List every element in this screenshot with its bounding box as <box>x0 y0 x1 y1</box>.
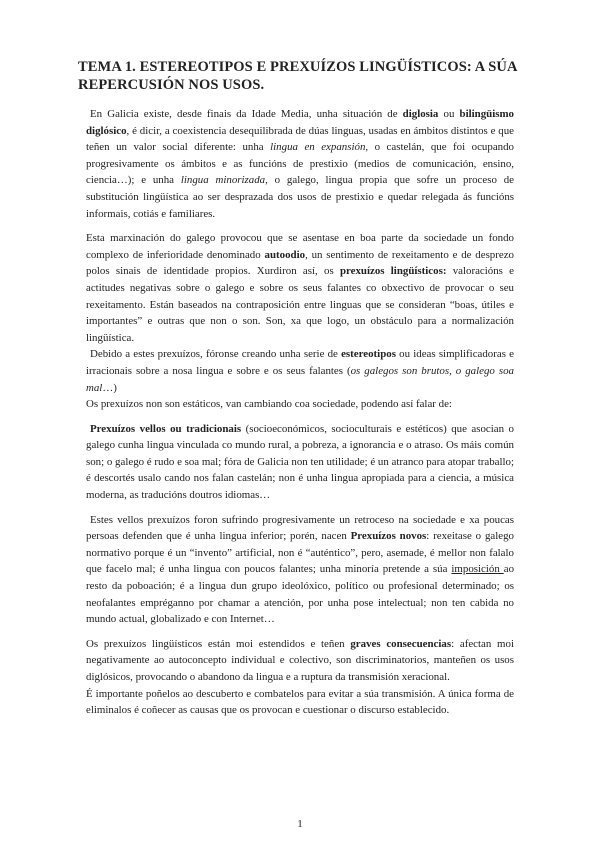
document-title: TEMA 1. ESTEREOTIPOS E PREXUÍZOS LINGÜÍSTICOS: A SÚA REPERCUSIÓN NOS USOS. <box>78 59 517 93</box>
paragraph-prexuizos-novos <box>86 512 514 628</box>
paragraph-conclusion: É importante poñelos ao descuberto e combatelos para evitar a súa transmisión. A única forma de eliminalos é coñecer as causas que os provocan e cuestionar o discurso establecido. <box>86 687 514 717</box>
term-diglosia: diglosia <box>402 108 439 120</box>
page-number: 1 <box>297 818 303 830</box>
text-span: Debido a estes prexuízos, fóronse creando unha serie de <box>90 348 342 361</box>
text-span: o castelán, que foi ocupando progresivamente os ámbitos e as funcións de prestixio (medios de comunicación, ensino, ciencia…); e unha <box>86 141 514 187</box>
term-estereotipos: estereotipos <box>341 348 396 361</box>
term-graves-consecuencias: graves consecuencias <box>350 637 452 650</box>
paragraph-diglosia <box>86 106 514 222</box>
example-estereotipos: os galegos son brutos, o galego soa mal <box>86 364 514 394</box>
text-span: Esta marxinación do galego provocou que se asentase en boa parte da sociedade un fondo complexo de inferioridade denominado <box>86 232 514 261</box>
text-span: Estes vellos prexuízos foron sufrindo progresivamente un retroceso na sociedade e xa poucas persoas defenden que é unha lingua inferior; porén, nacen <box>86 513 514 543</box>
term-imposicion: imposición <box>451 563 504 576</box>
paragraph-prexuizos-vellos <box>86 421 514 504</box>
paragraph-estereotipos <box>86 346 514 396</box>
text-span: , o galego, lingua propia que sofre un proceso de substitución lingüística ao ser desprazada dos usos de prestixio e quedar relegada ás funcións informais, cotiás e familiares. <box>86 174 514 220</box>
term-prexuizos-novos: Prexuízos novos <box>350 530 427 543</box>
term-autoodio: autoodio <box>264 248 306 261</box>
document-body <box>86 106 514 719</box>
term-prexuizos-vellos: Prexuízos vellos ou tradicionais <box>90 422 242 435</box>
text-span: (socioeconómicos, socioculturais e estéticos) que asocian o galego cunha lingua vinculada co mundo rural, a pobreza, a ignorancia e o atraso. Os máis común son; o galego é rudo e soa mal; fóra de Galicia non ten utilidade; é un atranco para atopar traballo; é descortés usalo cando nos falan castelán; non é unha lingua apropiada para a ciencia, a música moderna, as traducións doutros idiomas… <box>86 422 514 502</box>
text-span: valoracións e actitudes negativas sobre o galego e sobre os seus falantes co obxectivo de provocar o seu rexeitamento. Están baseados na contraposición entre linguas que se consideran “boas, útiles e importantes” e outras que non o son. Son, xa que logo, un obstáculo para a normalización lingüística. <box>86 265 515 344</box>
text-span: ou <box>438 108 460 120</box>
text-span: , un sentimento de rexeitamento e de desprezo polos sinais de identidade propios. Xurdiron así, os <box>86 248 514 278</box>
term-bilinguismo-diglosico: bilingüismo diglósico <box>86 108 514 137</box>
paragraph-autoodio <box>86 230 514 346</box>
text-span: : rexeitase o galego normativo porque é un “invento” artificial, non é “auténtico”, pero, asemade, é mellor non falalo que facelo mal; é unha lingua con poucos falantes; unha minoría pretende a súa <box>86 530 514 576</box>
paragraph-consecuencias <box>86 636 514 686</box>
term-lingua-minorizada: lingua minorizada <box>180 174 266 187</box>
text-span: ou ideas simplificadoras e irracionais sobre a nosa lingua e sobre e os seus falantes ( <box>86 348 514 377</box>
text-span: Os prexuízos lingüísticos están moi estendidos e teñen <box>86 637 351 650</box>
text-span: En Galicia existe, desde finais da Idade Media, unha situación de <box>90 108 403 120</box>
text-span: : afectan moi negativamente ao autoconcepto individual e colectivo, son discriminatorios, manteñen os usos diglósicos, provocando o abandono da lingua e a ruptura da transmisión xeracional. <box>86 637 514 683</box>
term-prexuizos-linguisticos: prexuízos lingüísticos: <box>339 265 447 278</box>
text-span: …) <box>102 381 117 394</box>
text-span: ao resto da poboación; é a lingua dun grupo ideolóxico, político ou profesional determinado; os neofalantes empréganno por chamar a atención, por unha pose intelectual; non ten cabida no mundo actual, globalizado e con Internet… <box>86 563 515 626</box>
paragraph-prexuizos-cambiantes: Os prexuízos non son estáticos, van cambiando coa sociedade, podendo así falar de: <box>86 398 452 411</box>
term-lingua-en-expansion: lingua en expansión, <box>270 141 369 154</box>
text-span: , é dicir, a coexistencia desequilibrada de dúas linguas, usadas en ámbitos distintos e que teñen un valor social diferente: unha <box>86 124 514 154</box>
